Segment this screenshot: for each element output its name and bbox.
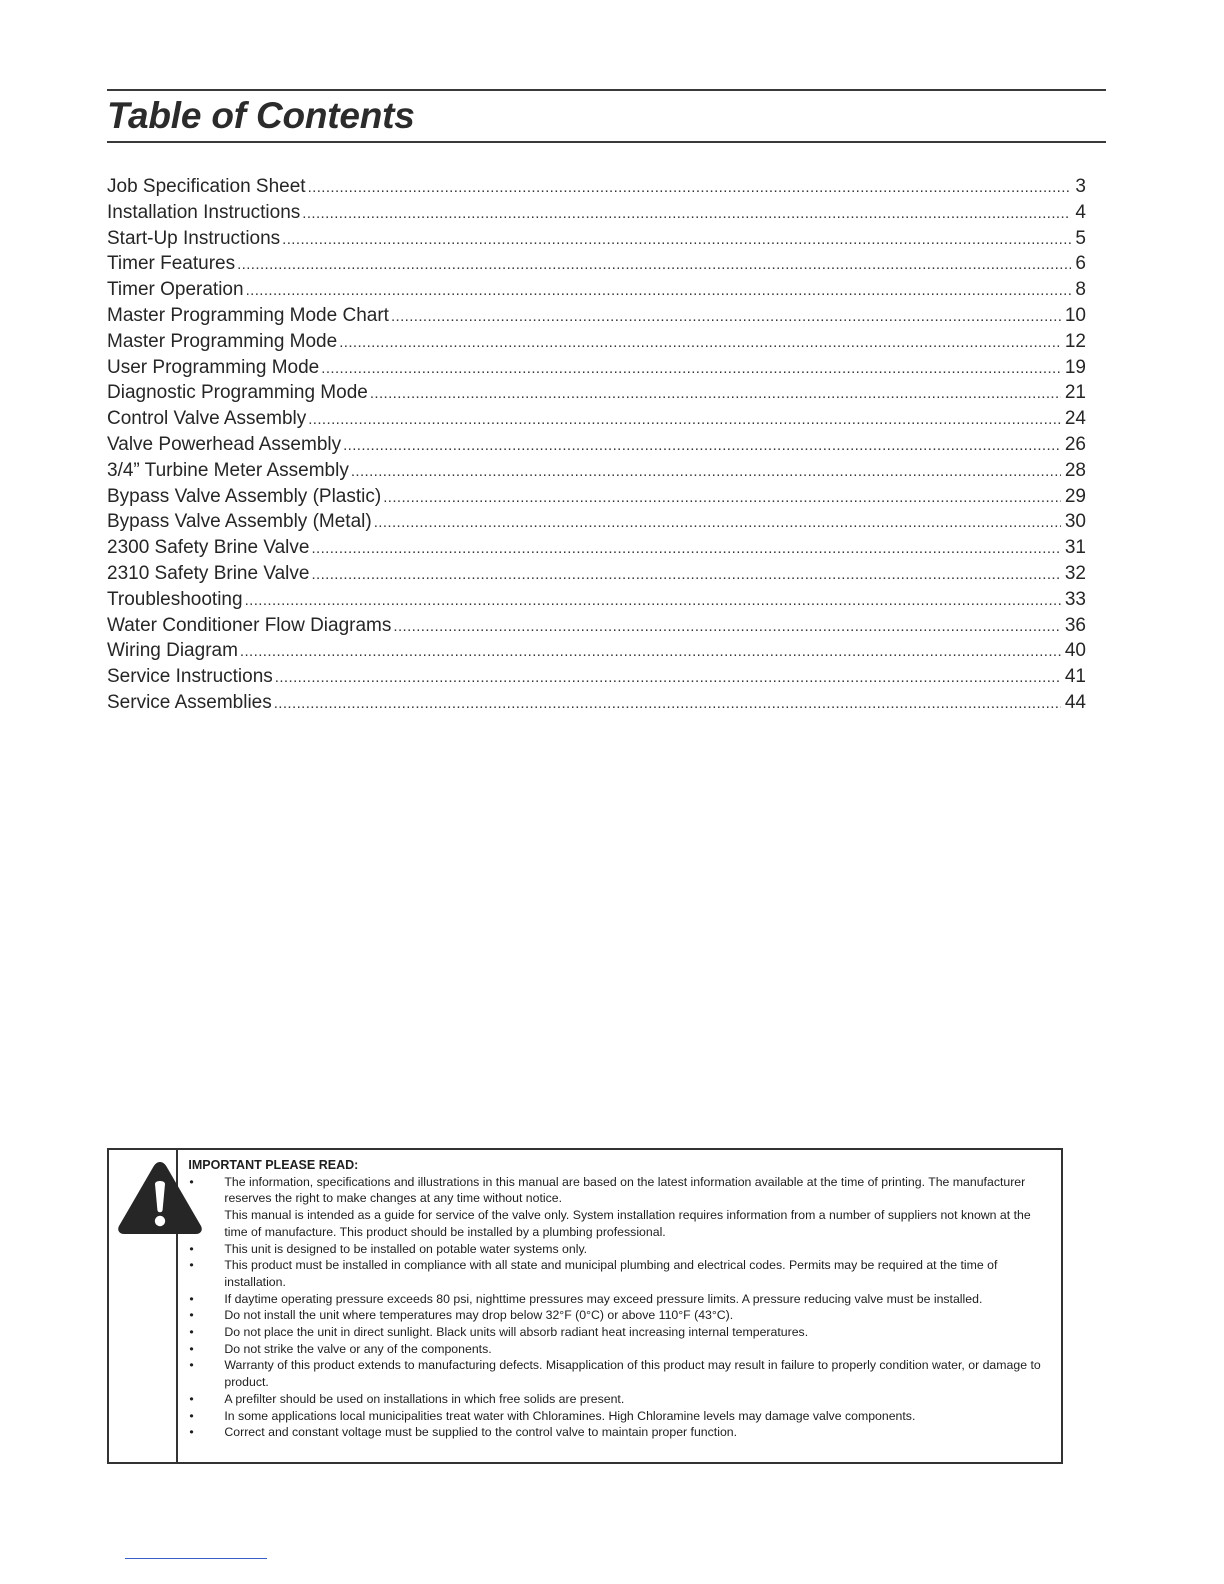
toc-entry-label: Installation Instructions [107,201,301,223]
toc-entry[interactable] [107,458,1086,484]
toc-dot-leader [245,588,1061,614]
toc-entry-label: 2300 Safety Brine Valve [107,537,310,559]
toc-dot-leader [339,330,1061,356]
toc-entry[interactable] [107,690,1086,716]
toc-entry[interactable] [107,355,1086,381]
toc-dot-leader [311,536,1060,562]
warning-triangle-icon [115,1158,205,1238]
toc-entry-page: 32 [1064,562,1086,584]
toc-entry-label: Service Instructions [107,666,273,688]
bullet: • [189,1325,194,1340]
notice-icon-cell [109,1150,178,1462]
toc-dot-leader [393,614,1060,640]
toc-dot-leader [246,278,1072,304]
toc-dot-leader [274,691,1061,717]
toc-entry[interactable] [107,638,1086,664]
toc-entry-page: 19 [1064,356,1086,378]
notice-item-text: This manual is intended as a guide for service of the valve only. System installation requires information from a number of suppliers not known at the time of manufacture. This product should be installed by a plumbing professional. [224,1208,1031,1239]
notice-item [188,1257,1051,1290]
toc-entry[interactable] [107,303,1086,329]
toc-dot-leader [351,459,1061,485]
bullet: • [189,1408,194,1423]
notice-item [188,1174,1051,1207]
toc-entry-page: 10 [1064,304,1086,326]
toc-dot-leader [383,485,1061,511]
toc-dot-leader [343,433,1061,459]
toc-dot-leader [275,665,1061,691]
bullet: • [189,1241,194,1256]
toc-entry-page: 3 [1075,176,1086,197]
toc-dot-leader [311,562,1060,588]
notice-item-text: Correct and constant voltage must be supplied to the control valve to maintain proper function. [224,1425,738,1440]
toc-entry[interactable] [107,406,1086,432]
bullet: • [189,1341,194,1356]
toc-dot-leader [370,381,1061,407]
toc-entry-page: 26 [1064,433,1086,455]
notice-item [188,1341,1051,1358]
toc-entry-label: Start-Up Instructions [107,227,281,249]
toc-entry-label: Master Programming Mode [107,330,338,352]
bullet: • [189,1425,194,1440]
notice-item-text: Warranty of this product extends to manufacturing defects. Misapplication of this product may result in failure to properly condition water, or damage to product. [224,1358,1041,1390]
toc-entry-page: 24 [1064,408,1086,430]
toc-entry[interactable] [107,432,1086,458]
bullet: • [189,1358,194,1373]
notice-item [188,1357,1051,1390]
toc-entry-page: 30 [1064,511,1086,533]
toc-entry[interactable] [107,329,1086,355]
toc-entry[interactable] [107,251,1086,277]
toc-entry[interactable] [107,509,1086,535]
notice-item-text: If daytime operating pressure exceeds 80 psi, nighttime pressures may exceed pressure limits. A pressure reducing valve must be installed. [224,1291,983,1306]
bullet: • [189,1291,194,1306]
important-notice-box [107,1148,1063,1464]
toc-entry-label: 2310 Safety Brine Valve [107,562,310,584]
toc-dot-leader [374,510,1061,536]
toc-entry[interactable] [107,174,1086,200]
toc-entry-page: 21 [1064,382,1086,404]
page-title: Table of Contents [107,95,415,136]
footer-link-underline [125,1558,267,1559]
notice-item [188,1408,1051,1425]
toc-entry-label: Control Valve Assembly [107,408,307,430]
toc-entry[interactable] [107,587,1086,613]
toc-entry-page: 28 [1064,459,1086,481]
notice-item-text: In some applications local municipalities treat water with Chloramines. High Chloramine levels may damage valve components. [224,1408,916,1423]
toc-entry[interactable] [107,277,1086,303]
toc-entry-page: 44 [1064,691,1086,713]
toc-entry-page: 40 [1064,640,1086,662]
notice-item-text: The information, specifications and illustrations in this manual are based on the latest information available at the time of printing. The manufacturer reserves the right to make changes at any time without notice. [224,1174,1026,1206]
toc-entry-label: Troubleshooting [107,588,243,610]
toc-entry-label: Bypass Valve Assembly (Metal) [107,511,372,533]
notice-item [188,1324,1051,1341]
toc-entry-page: 4 [1075,201,1086,223]
toc-entry-label: Timer Operation [107,279,244,301]
toc-entry-page: 5 [1075,227,1086,249]
bullet: • [189,1258,194,1273]
table-of-contents [107,174,1086,716]
toc-entry-label: Wiring Diagram [107,640,238,662]
toc-entry-label: Job Specification Sheet [107,176,306,197]
toc-entry-page: 6 [1075,253,1086,275]
toc-entry-page: 31 [1064,537,1086,559]
toc-dot-leader [308,175,1072,201]
toc-entry-label: Valve Powerhead Assembly [107,433,342,455]
toc-entry-label: Master Programming Mode Chart [107,304,389,326]
notice-item [188,1241,1051,1258]
toc-entry-label: 3/4” Turbine Meter Assembly [107,459,349,481]
toc-entry-label: User Programming Mode [107,356,320,378]
toc-entry[interactable] [107,380,1086,406]
toc-entry-label: Water Conditioner Flow Diagrams [107,614,392,636]
toc-entry[interactable] [107,664,1086,690]
notice-item-text: This unit is designed to be installed on potable water systems only. [224,1241,588,1256]
toc-dot-leader [282,227,1071,253]
bullet: • [189,1391,194,1406]
toc-entry-label: Timer Features [107,253,236,275]
notice-body [178,1150,1061,1462]
toc-entry-page: 29 [1064,485,1086,507]
notice-item [188,1424,1051,1441]
toc-dot-leader [240,639,1061,665]
bullet: • [189,1308,194,1323]
notice-list [188,1174,1051,1441]
notice-item-text: A prefilter should be used on installations in which free solids are present. [224,1391,625,1406]
title-bottom-rule [107,141,1106,143]
toc-entry-page: 8 [1075,279,1086,301]
notice-heading: IMPORTANT PLEASE READ: [188,1158,359,1172]
toc-entry-page: 12 [1064,330,1086,352]
toc-dot-leader [308,407,1061,433]
notice-item-text: Do not install the unit where temperatures may drop below 32°F (0°C) or above 110°F (43°C). [224,1308,734,1323]
notice-item [188,1291,1051,1308]
toc-entry[interactable] [107,226,1086,252]
toc-entry-page: 33 [1064,588,1086,610]
title-top-rule [107,89,1106,91]
toc-entry[interactable] [107,561,1086,587]
toc-entry[interactable] [107,200,1086,226]
toc-entry-label: Service Assemblies [107,691,272,713]
toc-entry[interactable] [107,484,1086,510]
toc-dot-leader [321,356,1061,382]
notice-item-text: This product must be installed in compliance with all state and municipal plumbing and electrical codes. Permits may be required at the time of installation. [224,1258,998,1289]
toc-entry[interactable] [107,613,1086,639]
toc-entry-page: 36 [1064,614,1086,636]
toc-entry-label: Diagnostic Programming Mode [107,382,368,404]
toc-entry[interactable] [107,535,1086,561]
toc-dot-leader [302,201,1071,227]
notice-item-text: Do not strike the valve or any of the components. [224,1341,492,1356]
bullet: • [189,1174,194,1189]
notice-item-text: Do not place the unit in direct sunlight. Black units will absorb radiant heat increasing internal temperatures. [224,1325,809,1340]
toc-entry-label: Bypass Valve Assembly (Plastic) [107,485,382,507]
notice-item [188,1307,1051,1324]
toc-dot-leader [391,304,1061,330]
toc-dot-leader [237,252,1071,278]
notice-item [188,1207,1051,1240]
notice-item [188,1391,1051,1408]
toc-entry-page: 41 [1064,666,1086,688]
